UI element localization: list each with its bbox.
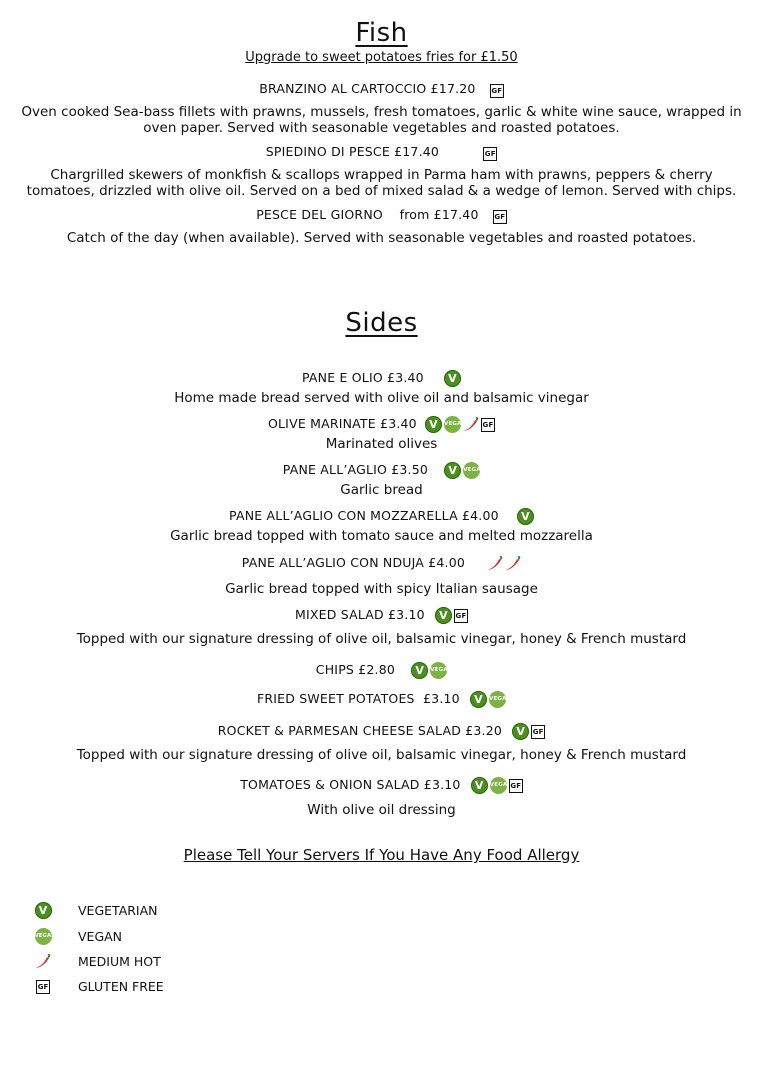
gf-icon: GF: [490, 84, 504, 98]
vegetarian-icon: V: [444, 462, 461, 479]
chili-icon: [35, 953, 51, 970]
legend-item: [33, 900, 158, 920]
menu-item-description: Oven cooked Sea-bass fillets with prawns, mussels, fresh tomatoes, garlic & white wine sauce, wrapped in oven paper. Served with seasonable vegetables and roasted potatoes.: [21, 104, 742, 136]
legend-label: VEGAN: [78, 928, 123, 944]
menu-item-description: Marinated olives: [325, 436, 438, 452]
menu-item-description: Chargrilled skewers of monkfish & scallops wrapped in Parma ham with prawns, peppers & cherry tomatoes, drizzled with olive oil. Served on a bed of mixed salad & a wedge of lemon. Served with chips.: [26, 167, 737, 199]
legend-item: [33, 976, 164, 996]
legend-item: [33, 926, 123, 946]
gf-icon: GF: [454, 609, 468, 623]
menu-item-name: OLIVE MARINATE £3.40 V VEGAN GF: [267, 416, 494, 431]
menu-item-name: BRANZINO AL CARTOCCIO £17.20 GF: [259, 81, 503, 96]
vegan-icon: VEGAN: [444, 416, 461, 433]
vegan-icon: VEGAN: [430, 662, 447, 679]
menu-item-name: PANE E OLIO £3.40 V: [0, 370, 763, 387]
menu-item-name: PANE ALL’AGLIO CON MOZZARELLA £4.00 V: [0, 508, 763, 525]
vegan-icon: VEGAN: [463, 462, 480, 479]
menu-item-description: Garlic bread topped with tomato sauce and melted mozzarella: [170, 528, 593, 544]
menu-item-name: SPIEDINO DI PESCE £17.40 GF: [265, 144, 496, 159]
menu-item-name: TOMATOES & ONION SALAD £3.10 V VEGAN GF: [240, 777, 522, 792]
menu-item-name: MIXED SALAD £3.10 V GF: [294, 607, 467, 622]
menu-item-name: ROCKET & PARMESAN CHEESE SALAD £3.20 V GF: [217, 723, 544, 738]
menu-item-name: PANE ALL’AGLIO CON NDUJA £4.00: [0, 555, 763, 572]
gf-icon: GF: [483, 147, 497, 161]
chili-icon: [487, 555, 503, 572]
gf-icon: GF: [493, 210, 507, 224]
legend-item: [33, 951, 161, 971]
menu-item-name: FRIED SWEET POTATOES £3.10 V VEGAN: [256, 691, 512, 706]
vegetarian-icon: V: [411, 662, 428, 679]
vegan-icon: VEGAN: [35, 928, 52, 945]
menu-item-description: Garlic bread topped with spicy Italian sausage: [225, 581, 538, 597]
sides-title: Sides: [345, 308, 418, 338]
fish-upgrade-note: Upgrade to sweet potatoes fries for £1.50: [245, 50, 518, 65]
menu-item-name: PESCE DEL GIORNO from £17.40 GF: [256, 207, 506, 222]
vegetarian-icon: V: [35, 902, 52, 919]
chili-icon: [463, 416, 479, 433]
gf-icon: GF: [481, 418, 495, 432]
vegetarian-icon: V: [512, 723, 529, 740]
vegetarian-icon: V: [517, 508, 534, 525]
legend-label: MEDIUM HOT: [78, 953, 161, 969]
legend-label: VEGETARIAN: [78, 902, 158, 918]
menu-item-name: CHIPS £2.80 V VEGAN: [315, 662, 453, 677]
menu-item-description: Catch of the day (when available). Served with seasonable vegetables and roasted potatoes.: [66, 230, 697, 246]
vegan-icon: VEGAN: [489, 691, 506, 708]
vegetarian-icon: V: [425, 416, 442, 433]
vegetarian-icon: V: [435, 607, 452, 624]
vegetarian-icon: V: [470, 691, 487, 708]
gf-icon: GF: [509, 779, 523, 793]
menu-item-description: With olive oil dressing: [307, 802, 456, 818]
menu-item-description: Topped with our signature dressing of olive oil, balsamic vinegar, honey & French mustard: [76, 747, 687, 763]
menu-item-name: PANE ALL’AGLIO £3.50 V VEGAN: [282, 462, 486, 477]
menu-item-description: Home made bread served with olive oil and balsamic vinegar: [174, 390, 589, 406]
gf-icon: GF: [531, 725, 545, 739]
chili-icon: [505, 555, 521, 572]
legend-label: GLUTEN FREE: [78, 978, 164, 994]
vegetarian-icon: V: [471, 777, 488, 794]
menu-item-description: Topped with our signature dressing of olive oil, balsamic vinegar, honey & French mustard: [76, 631, 687, 647]
gf-icon: GF: [36, 980, 50, 994]
menu-item-description: Garlic bread: [340, 482, 423, 498]
allergy-notice: Please Tell Your Servers If You Have Any Food Allergy: [183, 846, 580, 864]
vegan-icon: VEGAN: [490, 777, 507, 794]
vegetarian-icon: V: [444, 370, 461, 387]
fish-title: Fish: [355, 18, 408, 48]
